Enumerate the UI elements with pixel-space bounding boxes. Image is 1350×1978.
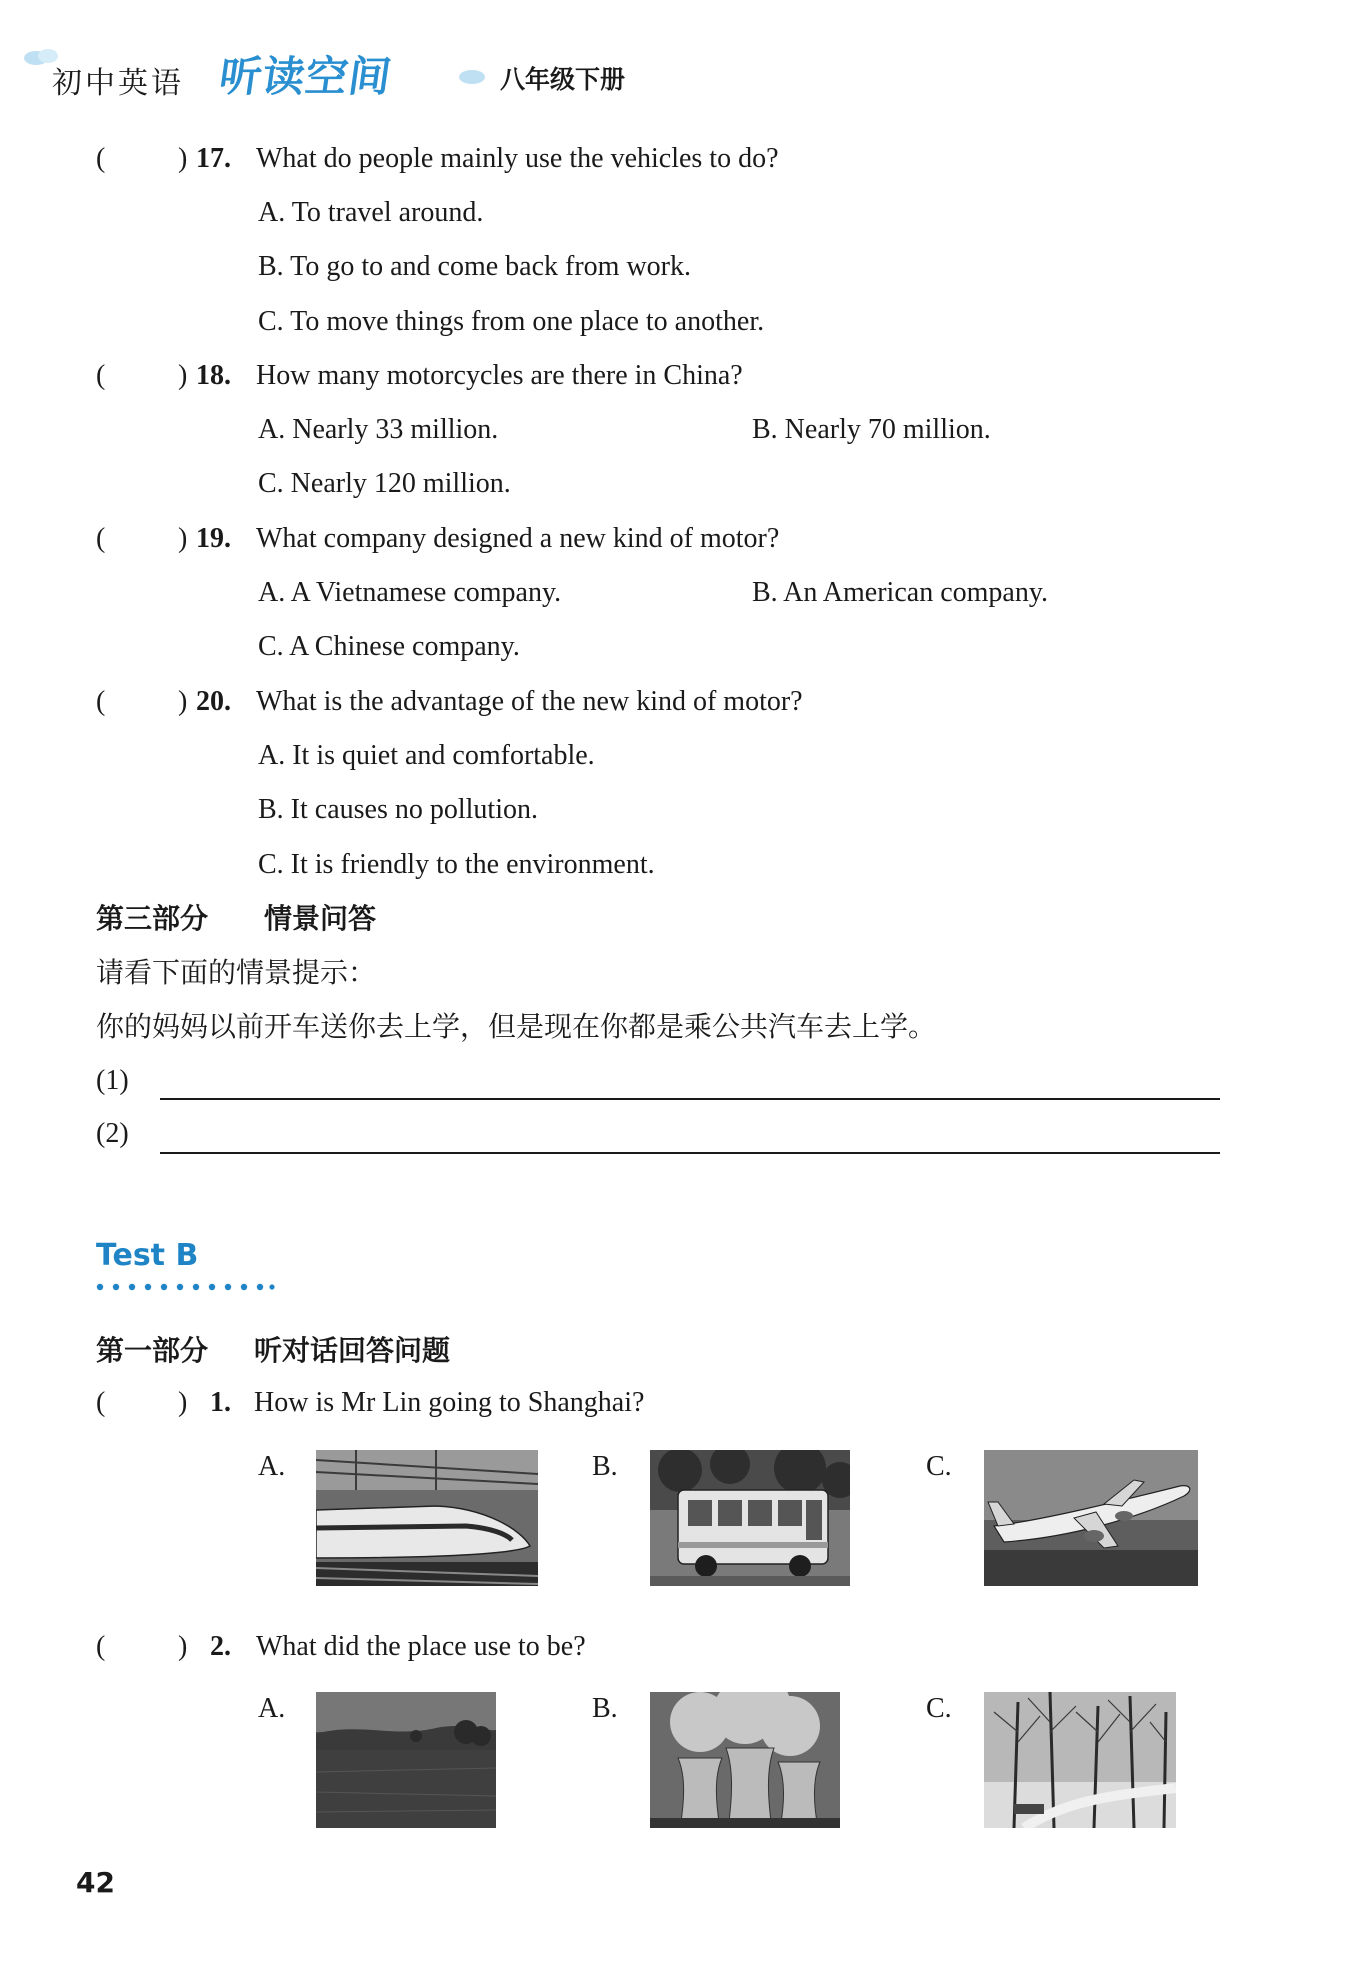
airplane-photo[interactable] (984, 1450, 1198, 1586)
option-b-label: B. (592, 1693, 618, 1724)
scenario-text: 你的妈妈以前开车送你去上学，但是现在你都是乘公共汽车去上学。 (96, 1010, 937, 1043)
park-trees-photo[interactable] (984, 1692, 1176, 1828)
answer-paren-open: ( (96, 1631, 106, 1662)
option-c-label: C. (926, 1451, 952, 1482)
answer-paren-open: ( (96, 143, 106, 174)
answer-blank-1[interactable] (160, 1098, 1220, 1100)
page-number: 42 (76, 1866, 115, 1899)
option-a-label: A. (258, 1451, 286, 1482)
question-number: 18. (196, 360, 231, 391)
test-b-title: Test B (96, 1238, 199, 1273)
series-title: 初中英语 (52, 66, 184, 101)
option-c: C. Nearly 120 million. (258, 468, 511, 499)
grassland-photo[interactable] (316, 1692, 496, 1828)
option-c: C. A Chinese company. (258, 631, 520, 662)
grade-label: 八年级下册 (500, 65, 626, 94)
question-stem: How many motorcycles are there in China? (256, 360, 743, 391)
answer-paren-close: ) (178, 1631, 188, 1662)
answer-paren-close: ) (178, 523, 188, 554)
high-speed-train-icon (316, 1450, 538, 1586)
option-c-label: C. (926, 1693, 952, 1724)
answer-paren-open: ( (96, 686, 106, 717)
blank-label-1: (1) (96, 1065, 129, 1096)
section-heading-title: 情景问答 (264, 902, 377, 935)
question-number: 1. (210, 1387, 231, 1418)
answer-blank-2[interactable] (160, 1152, 1220, 1154)
question-stem: What did the place use to be? (256, 1631, 586, 1662)
option-c: C. To move things from one place to another. (258, 306, 765, 337)
park-trees-icon (984, 1692, 1176, 1828)
test-b-part-1-title: 听对话回答问题 (254, 1334, 451, 1367)
option-c: C. It is friendly to the environment. (258, 849, 655, 880)
bus-photo[interactable] (650, 1450, 850, 1586)
option-b: B. Nearly 70 million. (752, 414, 991, 445)
bus-icon (650, 1450, 850, 1586)
question-stem: What do people mainly use the vehicles to do? (256, 143, 779, 174)
blank-label-2: (2) (96, 1118, 129, 1149)
answer-paren-close: ) (178, 1387, 188, 1418)
question-stem: How is Mr Lin going to Shanghai? (254, 1387, 645, 1418)
answer-paren-close: ) (178, 360, 188, 391)
option-a: A. A Vietnamese company. (258, 577, 562, 608)
section-heading-number: 第三部分 (96, 902, 209, 935)
option-b: B. It causes no pollution. (258, 794, 538, 825)
question-number: 20. (196, 686, 231, 717)
cooling-towers-icon (650, 1692, 840, 1828)
answer-paren-open: ( (96, 1387, 106, 1418)
grassland-icon (316, 1692, 496, 1828)
answer-paren-close: ) (178, 686, 188, 717)
scenario-prompt: 请看下面的情景提示： (96, 956, 377, 989)
test-b-part-1-number: 第一部分 (96, 1334, 209, 1367)
option-a-label: A. (258, 1693, 286, 1724)
page-header (22, 40, 722, 110)
question-number: 2. (210, 1631, 231, 1662)
high-speed-train-photo[interactable] (316, 1450, 538, 1586)
dotted-underline-decoration (96, 1282, 276, 1292)
airplane-icon (984, 1450, 1198, 1586)
option-b-label: B. (592, 1451, 618, 1482)
option-a: A. Nearly 33 million. (258, 414, 499, 445)
question-number: 17. (196, 143, 231, 174)
option-b: B. To go to and come back from work. (258, 251, 691, 282)
answer-paren-close: ) (178, 143, 188, 174)
brand-title: 听读空间 (216, 52, 396, 101)
option-a: A. It is quiet and comfortable. (258, 740, 595, 771)
answer-paren-open: ( (96, 360, 106, 391)
bubble-decoration-icon (457, 68, 487, 86)
option-a: A. To travel around. (258, 197, 484, 228)
question-stem: What is the advantage of the new kind of motor? (256, 686, 803, 717)
option-b: B. An American company. (752, 577, 1049, 608)
power-plant-cooling-towers-photo[interactable] (650, 1692, 840, 1828)
question-stem: What company designed a new kind of motor? (256, 523, 780, 554)
answer-paren-open: ( (96, 523, 106, 554)
question-number: 19. (196, 523, 231, 554)
